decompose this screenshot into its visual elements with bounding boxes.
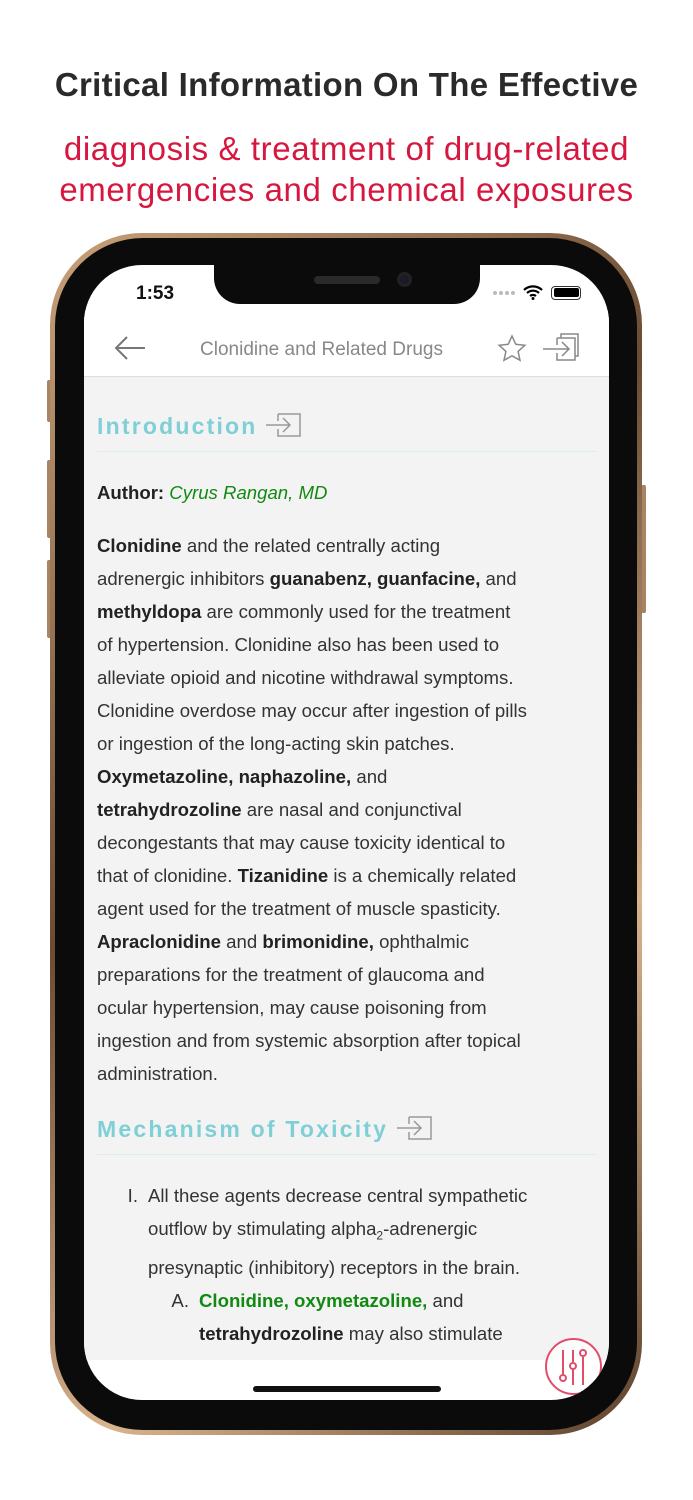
text-segment: alleviate opioid and nicotine withdrawal symptoms. <box>97 667 514 688</box>
text-segment: agent used for the treatment of muscle spasticity. <box>97 898 501 919</box>
text-segment: and <box>220 931 263 952</box>
text-segment: and <box>480 568 517 589</box>
text-line <box>97 964 485 986</box>
author-line <box>97 482 327 504</box>
text-segment: or ingestion of the long-acting skin patches. <box>97 733 455 754</box>
text-segment: tetrahydrozoline <box>97 799 242 820</box>
text-segment: are nasal and conjunctival <box>241 799 462 820</box>
author-label: Author: <box>97 482 165 503</box>
text-segment: adrenergic inhibitors <box>97 568 270 589</box>
text-line <box>97 931 469 953</box>
wifi-icon <box>523 285 543 300</box>
text-segment: 2 <box>376 1228 384 1243</box>
text-line <box>97 997 487 1019</box>
text-line <box>97 700 527 722</box>
text-segment: Oxymetazoline, naphazoline, <box>97 766 352 787</box>
status-time: 1:53 <box>136 283 175 304</box>
author-name: Cyrus Rangan, MD <box>169 482 328 503</box>
text-segment: preparations for the treatment of glaucoma and <box>97 964 485 985</box>
home-indicator[interactable] <box>253 1386 441 1392</box>
text-segment: decongestants that may cause toxicity identical to <box>97 832 506 853</box>
text-segment: of hypertension. Clonidine also has been used to <box>97 634 500 655</box>
battery-icon <box>551 286 581 300</box>
text-segment: outflow by stimulating alpha <box>148 1218 377 1239</box>
text-segment: Clonidine overdose may occur after ingestion of pills <box>97 700 527 721</box>
text-line <box>97 1218 477 1243</box>
text-segment: Clonidine <box>97 535 182 556</box>
text-segment: Apraclonidine <box>97 931 221 952</box>
text-segment: Clonidine, oxymetazoline, <box>199 1290 428 1311</box>
text-line <box>97 898 501 920</box>
text-segment: is a chemically related <box>328 865 517 886</box>
text-segment: presynaptic (inhibitory) receptors in the brain. <box>148 1257 521 1278</box>
text-line <box>97 1030 521 1052</box>
signal-icon <box>493 291 515 295</box>
text-segment: ingestion and from systemic absorption after topical <box>97 1030 521 1051</box>
text-segment: ocular hypertension, may cause poisoning from <box>97 997 487 1018</box>
status-icons <box>493 285 581 300</box>
settings-sliders-button[interactable] <box>545 1338 602 1395</box>
text-segment: tetrahydrozoline <box>199 1323 344 1344</box>
export-icon[interactable] <box>543 332 579 362</box>
text-line <box>97 766 387 788</box>
star-icon[interactable] <box>497 334 527 362</box>
text-line <box>97 832 505 854</box>
text-segment: and <box>427 1290 464 1311</box>
text-line <box>97 634 499 656</box>
text-segment: Tizanidine <box>237 865 329 886</box>
nav-bar <box>84 310 609 377</box>
text-segment: All these agents decrease central sympathetic <box>148 1185 528 1206</box>
phone-screen <box>84 265 609 1400</box>
text-segment: and the related centrally acting <box>181 535 441 556</box>
jump-icon[interactable] <box>266 412 302 438</box>
section-header-mechanism[interactable] <box>97 1115 597 1155</box>
notch <box>214 265 480 304</box>
text-segment: guanabenz, guanfacine, <box>269 568 481 589</box>
text-line <box>97 601 510 623</box>
text-line <box>97 1063 218 1085</box>
text-segment: administration. <box>97 1063 218 1084</box>
text-line <box>97 667 514 689</box>
text-line <box>97 1290 464 1312</box>
subheadline-1: diagnosis & treatment of drug-related <box>63 130 630 167</box>
jump-icon[interactable] <box>397 1115 433 1141</box>
text-segment: methyldopa <box>97 601 202 622</box>
text-line <box>97 535 440 557</box>
text-segment: may also stimulate <box>343 1323 503 1344</box>
section-header-introduction[interactable] <box>97 412 597 452</box>
sliders-icon <box>547 1340 600 1393</box>
text-segment: I. <box>127 1185 138 1206</box>
text-line <box>97 865 516 887</box>
text-segment: are commonly used for the treatment <box>201 601 511 622</box>
headline: Critical Information On The Effective <box>54 66 639 103</box>
text-line <box>97 1185 527 1207</box>
article-content <box>84 377 609 1360</box>
text-line <box>97 1257 520 1279</box>
text-line <box>97 733 455 755</box>
text-segment: brimonidine, <box>262 931 374 952</box>
section-title: Mechanism of Toxicity <box>97 1116 389 1142</box>
text-line <box>97 568 517 590</box>
nav-title: Clonidine and Related Drugs <box>200 339 443 360</box>
text-line <box>97 1323 503 1345</box>
camera <box>397 272 412 287</box>
text-segment: ophthalmic <box>373 931 469 952</box>
text-segment: that of clonidine. <box>97 865 238 886</box>
subheadline-2: emergencies and chemical exposures <box>59 171 634 208</box>
text-segment: and <box>351 766 388 787</box>
text-segment: -adrenergic <box>383 1218 478 1239</box>
section-title: Introduction <box>97 413 258 439</box>
text-line <box>97 799 462 821</box>
text-segment: A. <box>171 1290 189 1311</box>
